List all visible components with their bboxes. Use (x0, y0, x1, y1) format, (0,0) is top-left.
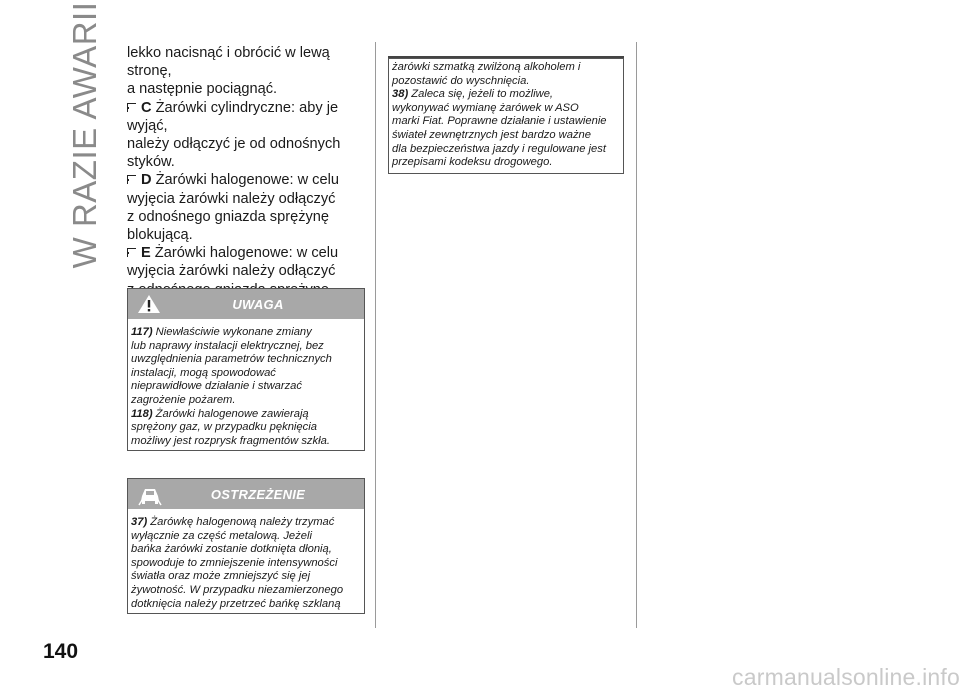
item-text: należy odłączyć je od odnośnych (127, 136, 341, 153)
item-text: z odnośnego gniazda sprężynę (127, 208, 330, 225)
note-text: spowoduje to zmniejszenie intensywności (131, 556, 338, 569)
note-text: marki Fiat. Poprawne działanie i ustawienie (392, 115, 607, 128)
caution-box-title: OSTRZEŻENIE (210, 487, 306, 502)
caution-box-header (128, 479, 364, 509)
page-number: 140 (43, 640, 79, 663)
item-text: styków. (127, 154, 175, 171)
item-text: Żarówki halogenowe: w celu (155, 172, 339, 189)
list-item-c (127, 99, 363, 172)
note-text: uwzględnienia parametrów technicznych (131, 353, 332, 366)
warning-box-header (128, 289, 364, 319)
item-text: Żarówki halogenowe: w celu (154, 245, 339, 262)
warning-box-title: UWAGA (232, 297, 284, 312)
item-text: blokującą. (127, 227, 193, 244)
note-text: żarówki szmatką zwilżoną alkoholem i (392, 61, 581, 73)
note-text: bańka żarówki zostanie dotknięta dłonią, (131, 543, 332, 556)
section-title-text: W RAZIE AWARII (66, 1, 103, 269)
note-text: światła oraz może zmniejszyć się jej (131, 570, 311, 583)
note-text: możliwy jest rozprysk fragmentów szkła. (131, 434, 330, 447)
note-text: Zaleca się, jeżeli to możliwe, (411, 88, 554, 101)
list-item-d (127, 171, 363, 244)
item-text: wyjęcia żarówki należy odłączyć (127, 190, 336, 207)
item-text: Żarówki cylindryczne: aby je wyjąć, (127, 99, 339, 134)
bullet-icon (127, 102, 138, 112)
note-text: dla bezpieczeństwa jazdy i regulowane jest (392, 142, 606, 155)
note-number: 117) (131, 326, 153, 338)
note-text: sprężony gaz, w przypadku pęknięcia (131, 421, 317, 434)
main-column (127, 44, 363, 317)
column-divider-1 (375, 42, 376, 628)
note-number: 118) (131, 407, 153, 420)
note-text: Niewłaściwie wykonane zmiany (155, 326, 312, 338)
intro-line-2: a następnie pociągnąć. (127, 81, 278, 98)
note-text: świateł zewnętrznych jest bardzo ważne (392, 128, 591, 141)
warning-box (127, 288, 365, 451)
item-letter: C (141, 99, 152, 116)
note-text: pozostawić do wyschnięcia. (392, 74, 530, 87)
watermark-link[interactable]: carmanualsonline.info (732, 664, 960, 690)
note-number: 38) (392, 88, 409, 101)
bullet-icon (127, 247, 138, 257)
caution-box (127, 478, 365, 614)
note-text: wyłącznie za część metalową. Jeżeli (131, 529, 312, 542)
note-text: wykonywać wymianę żarówek w ASO (392, 101, 579, 114)
bullet-icon (127, 174, 138, 184)
note-text: lub naprawy instalacji elektrycznej, bez (131, 339, 324, 352)
note-text: żywotność. W przypadku niezamierzonego (131, 583, 344, 596)
note-text: dotknięcia należy przetrzeć bańkę szklaną (131, 597, 341, 610)
intro-line-1: lekko nacisnąć i obrócić w lewą stronę, (127, 45, 330, 80)
note-text: przepisami kodeksu drogowego. (392, 156, 553, 169)
column-divider-2 (636, 42, 637, 628)
note-text: nieprawidłowe działanie i stwarzać (131, 380, 303, 393)
item-letter: D (141, 172, 152, 189)
section-side-title (62, 1, 108, 269)
note-text: Żarówki halogenowe zawierają (155, 407, 309, 420)
item-letter: E (141, 245, 151, 262)
caution-box-body (128, 509, 364, 613)
caution-box-continuation (388, 58, 624, 174)
warning-box-body (128, 319, 364, 450)
note-number: 37) (131, 516, 148, 528)
note-text: Żarówkę halogenową należy trzymać (150, 516, 335, 528)
note-text: instalacji, mogą spowodować (131, 366, 276, 379)
note-text: zagrożenie pożarem. (131, 393, 236, 406)
item-text: wyjęcia żarówki należy odłączyć (127, 263, 336, 280)
